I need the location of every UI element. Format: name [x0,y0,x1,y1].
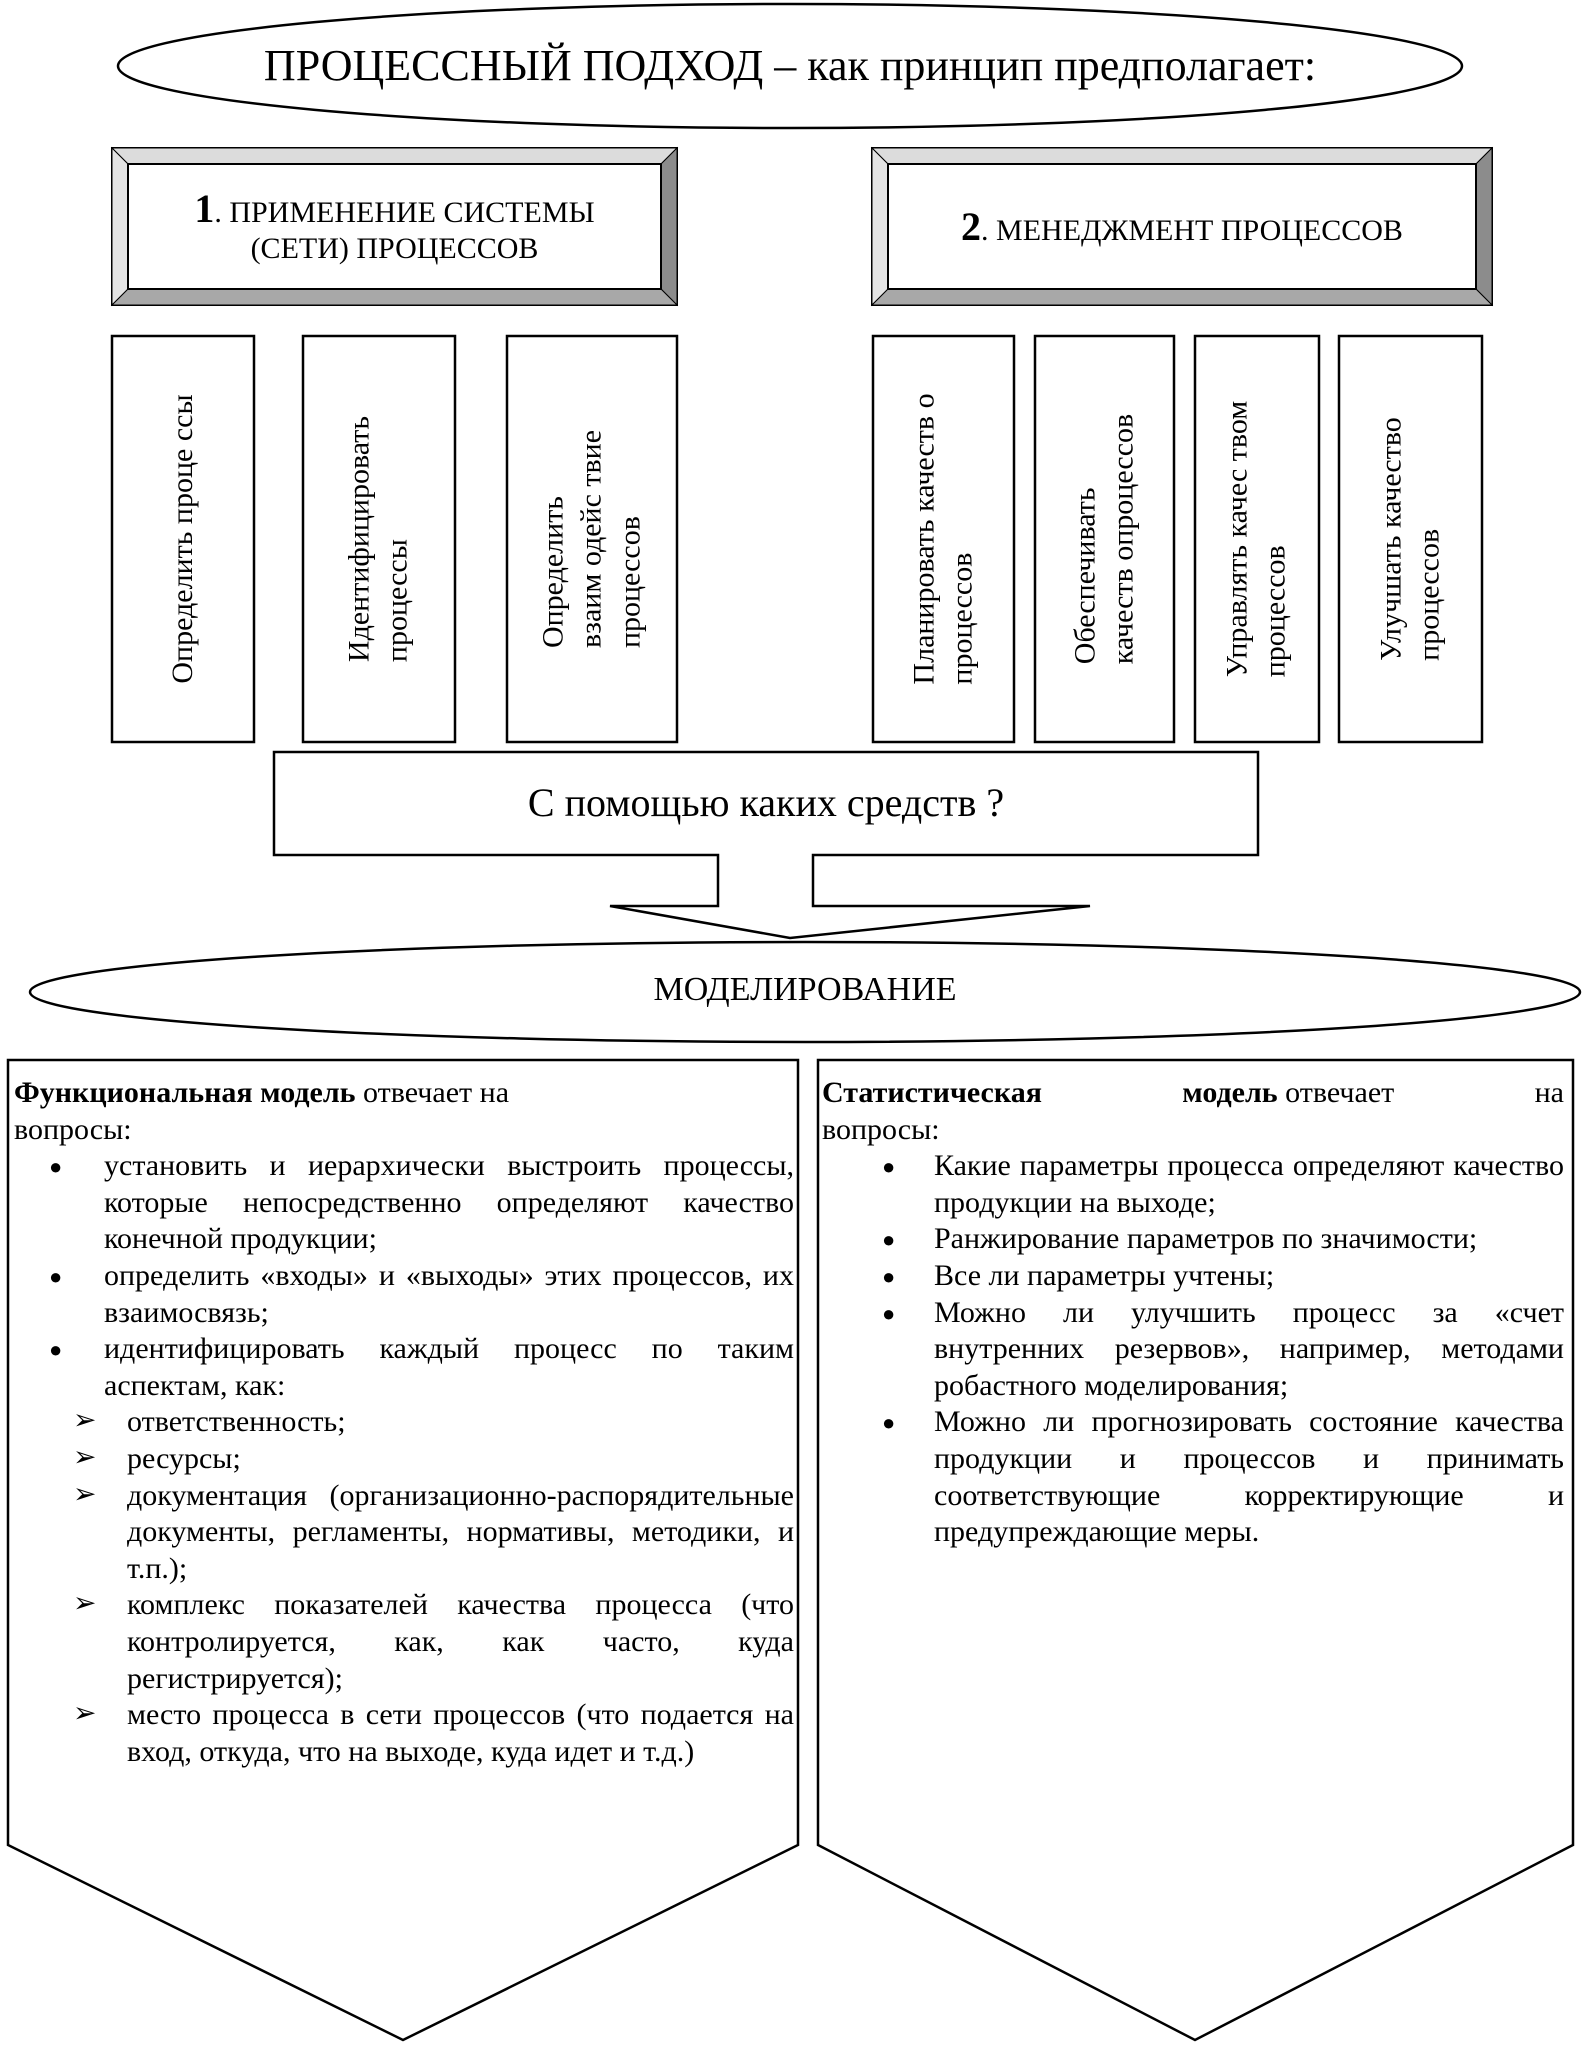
cell-line: процессов [1412,528,1446,661]
cell-plan-quality [873,336,1014,742]
box1 [128,164,661,289]
cell-line: взаим одейс твие [574,429,608,649]
functional-subitem: ➢ ответственность; [127,1404,794,1441]
functional-bullet: ● определить «входы» и «выходы» этих процессов, их взаимосвязь; [14,1258,794,1331]
functional-bullet: ● установить и иерархически выстроить процессы, которые непосредственно определяют качество конечной продукции; [14,1148,794,1258]
cell-line: качеств опроцессов [1106,413,1140,665]
cell-identify-processes [303,336,455,742]
functional-subitem: ➢ ресурсы; [127,1441,794,1478]
cell-line: Улучшать качество [1374,417,1408,661]
functional-intro2: вопросы: [14,1112,132,1146]
statistical-heading [822,1075,1564,1112]
cell-ensure-quality [1035,336,1174,742]
box2 [888,164,1476,289]
statistical-bullet: ● Какие параметры процесса определяют качество продукции на выходе; [822,1148,1564,1221]
statistical-bullet: ● Можно ли улучшить процесс за «счет внутренних резервов», например, методами робастного моделирования; [822,1295,1564,1405]
statistical-bullet: ● Ранжирование параметров по значимости; [822,1221,1564,1258]
statistical-title-word2: модель [1182,1076,1278,1109]
statistical-bullet: ● Можно ли прогнозировать состояние качества продукции и процессов и принимать соответствующие корректирующие и предупреждающие меры. [822,1404,1564,1550]
statistical-bullet: ● Все ли параметры учтены; [822,1258,1564,1295]
cell-line: Управлять качес твом [1220,400,1254,678]
page-title: ПРОЦЕССНЫЙ ПОДХОД – как принцип предполагает: [263,40,1317,90]
functional-subitem: ➢ комплекс показателей качества процесса (что контролируется, как, как часто, куда регистрируется); [127,1587,794,1697]
cell-line: Планировать качеств о [907,393,941,685]
box1-number: 1 [194,186,215,232]
functional-subitems [14,1404,794,1770]
cell-line: процессы [381,539,414,663]
functional-title: Функциональная модель [14,1076,356,1109]
functional-intro: отвечает на [355,1076,510,1109]
box1-text: . ПРИМЕНЕНИЕ СИСТЕМЫ (СЕТИ) ПРОЦЕССОВ [214,196,595,266]
modeling-label: МОДЕЛИРОВАНИЕ [653,971,957,1008]
functional-model-panel [14,1075,794,1770]
functional-subitem: ➢ место процесса в сети процессов (что подается на вход, откуда, что на выходе, куда идет и т.д.) [127,1697,794,1770]
statistical-intro2: вопросы: [822,1112,940,1146]
cell-line: Определить [536,496,570,649]
statistical-intro: отвечает [1277,1076,1395,1109]
cell-define-interaction [507,336,677,742]
cell-line: Идентифицировать [342,415,376,663]
cell-line: процессов [613,516,647,649]
question-text: С помощью каких средств ? [527,779,1005,825]
box2-text: . МЕНЕДЖМЕНТ ПРОЦЕССОВ [981,213,1403,247]
statistical-bullets [822,1148,1564,1551]
statistical-intro-end: на [1534,1076,1564,1109]
cell-define-processes [112,336,254,742]
functional-heading [14,1075,794,1112]
functional-subitem: ➢ документация (организационно-распорядительные документы, регламенты, нормативы, методики, и т.п.); [127,1478,794,1588]
cell-line: процессов [1259,545,1292,678]
cell-manage-quality [1195,336,1319,742]
statistical-model-panel [822,1075,1564,1551]
cell-line: Обеспечивать [1068,487,1102,665]
cell-line: Определить проце ссы [165,394,199,684]
box2-number: 2 [961,203,982,249]
functional-bullet: ● идентифицировать каждый процесс по таким аспектам, как: [14,1331,794,1404]
cell-improve-quality [1339,336,1482,742]
functional-bullets [14,1148,794,1404]
cell-line: процессов [945,552,979,685]
statistical-title-word1: Статистическая [822,1076,1042,1109]
